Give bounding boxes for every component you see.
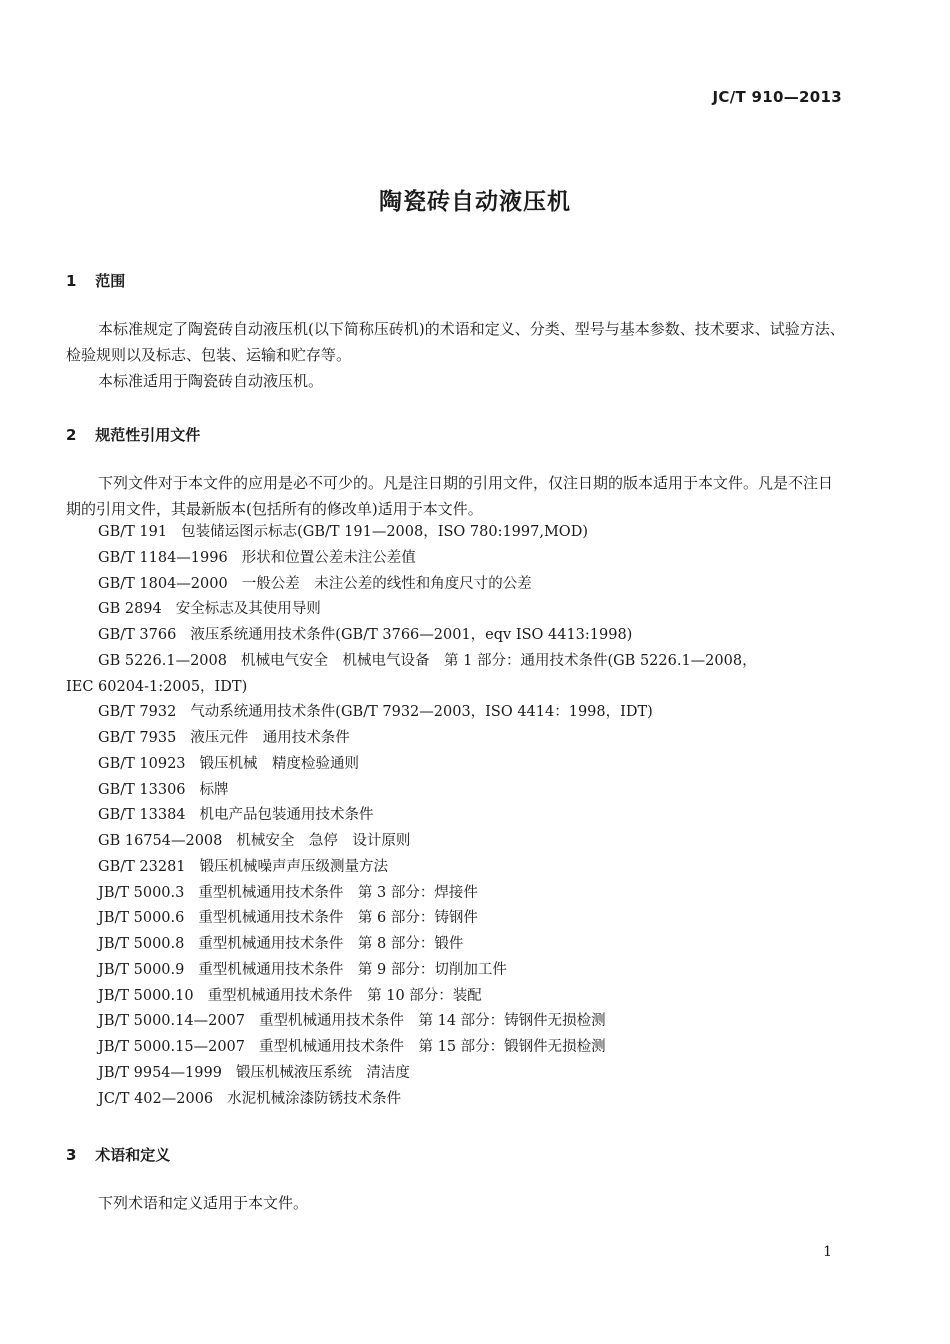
reference-title: 重型机械通用技术条件 第 3 部分：焊接件 — [198, 884, 478, 901]
reference-item — [98, 1009, 858, 1035]
section-3-number: 3 — [66, 1146, 77, 1164]
reference-item — [98, 546, 858, 572]
reference-item — [98, 1035, 858, 1061]
reference-code: JC/T 402—2006 — [98, 1090, 214, 1107]
section-1-paragraph-2-text: 本标准适用于陶瓷砖自动液压机。 — [98, 372, 324, 390]
reference-code: JB/T 5000.10 — [98, 987, 194, 1004]
reference-item — [98, 803, 858, 829]
section-2-number: 2 — [66, 426, 77, 444]
reference-title: 液压系统通用技术条件(GB/T 3766—2001，eqv ISO 4413:1998) — [190, 627, 633, 643]
reference-item — [98, 520, 858, 546]
reference-item — [98, 958, 858, 984]
reference-item — [66, 649, 858, 701]
reference-title: 机电产品包装通用技术条件 — [199, 807, 374, 824]
reference-code: JB/T 9954—1999 — [98, 1064, 222, 1081]
reference-code: GB/T 1804—2000 — [98, 575, 228, 592]
reference-item — [98, 855, 858, 881]
section-3-title: 术语和定义 — [95, 1146, 171, 1164]
reference-code: GB/T 13384 — [98, 807, 186, 824]
reference-title: 标牌 — [199, 781, 229, 798]
section-2-intro — [66, 470, 846, 522]
section-2-title: 规范性引用文件 — [95, 426, 201, 444]
section-1-paragraph-2 — [66, 368, 846, 394]
reference-code: GB/T 13306 — [98, 781, 186, 798]
section-1-title: 范围 — [95, 272, 126, 290]
reference-title: 重型机械通用技术条件 第 8 部分：锻件 — [198, 936, 464, 952]
reference-code: GB/T 1184—1996 — [98, 549, 228, 566]
reference-item — [98, 829, 858, 855]
reference-code: GB/T 23281 — [98, 858, 186, 875]
reference-code: GB/T 10923 — [98, 755, 186, 772]
reference-code: GB/T 3766 — [98, 627, 177, 643]
reference-item — [98, 597, 858, 623]
reference-title: 液压元件 通用技术条件 — [190, 730, 350, 746]
reference-code: JB/T 5000.14—2007 — [98, 1013, 245, 1030]
section-2-intro-text: 下列文件对于本文件的应用是必不可少的。凡是注日期的引用文件，仅注日期的版本适用于本文件。凡是不注日期的引用文件，其最新版本(包括所有的修改单)适用于本文件。 — [66, 474, 834, 518]
reference-code: GB 16754—2008 — [98, 833, 223, 849]
reference-title: 重型机械通用技术条件 第 15 部分：锻钢件无损检测 — [259, 1039, 606, 1055]
reference-title: 锻压机械噪声声压级测量方法 — [199, 858, 389, 875]
reference-item — [98, 726, 858, 752]
standard-code: JC/T 910—2013 — [712, 88, 842, 106]
reference-code: GB/T 7935 — [98, 730, 177, 746]
section-3-intro-text: 下列术语和定义适用于本文件。 — [98, 1194, 309, 1212]
reference-code: JB/T 5000.3 — [98, 884, 185, 901]
reference-title: 重型机械通用技术条件 第 10 部分：装配 — [207, 987, 482, 1004]
reference-item — [98, 932, 858, 958]
reference-title: 锻压机械 精度检验通则 — [199, 755, 360, 772]
document-title: 陶瓷砖自动液压机 — [379, 189, 571, 215]
reference-title: 包装储运图示标志(GB/T 191—2008，ISO 780:1997,MOD) — [181, 524, 588, 540]
normative-references-list — [66, 520, 858, 1112]
reference-code: JB/T 5000.15—2007 — [98, 1039, 245, 1055]
reference-title: 锻压机械液压系统 清洁度 — [235, 1064, 410, 1081]
reference-title: 机械电气安全 机械电气设备 第 1 部分：通用技术条件(GB 5226.1—2008， — [241, 652, 757, 669]
section-1-number: 1 — [66, 272, 77, 290]
reference-code: GB/T 191 — [98, 524, 168, 540]
reference-title: 形状和位置公差未注公差值 — [241, 549, 416, 566]
reference-item — [98, 752, 858, 778]
reference-title: 水泥机械涂漆防锈技术条件 — [227, 1090, 402, 1107]
reference-item — [98, 881, 858, 907]
reference-code: GB 2894 — [98, 601, 162, 618]
section-1-paragraph-1 — [66, 316, 846, 368]
reference-item — [98, 984, 858, 1010]
reference-code: JB/T 5000.6 — [98, 910, 185, 927]
reference-item — [98, 778, 858, 804]
reference-title: 重型机械通用技术条件 第 6 部分：铸钢件 — [198, 910, 478, 927]
section-2-heading — [66, 424, 200, 445]
section-1-heading — [66, 270, 125, 291]
reference-code: GB 5226.1—2008 — [98, 652, 227, 669]
reference-item — [98, 906, 858, 932]
section-1-paragraph-1-text: 本标准规定了陶瓷砖自动液压机(以下简称压砖机)的术语和定义、分类、型号与基本参数、技术要求、试验方法、检验规则以及标志、包装、运输和贮存等。 — [66, 320, 845, 364]
reference-title: 重型机械通用技术条件 第 9 部分：切削加工件 — [198, 961, 507, 978]
reference-title-continuation: IEC 60204-1:2005，IDT) — [66, 678, 248, 695]
reference-code: JB/T 5000.8 — [98, 936, 185, 952]
reference-item — [98, 700, 858, 726]
page-number: 1 — [823, 1244, 832, 1260]
reference-title: 一般公差 未注公差的线性和角度尺寸的公差 — [241, 575, 532, 592]
reference-item — [98, 623, 858, 649]
reference-title: 重型机械通用技术条件 第 14 部分：铸钢件无损检测 — [259, 1013, 606, 1030]
section-3-intro — [66, 1190, 846, 1216]
reference-item — [98, 1087, 858, 1113]
reference-title: 气动系统通用技术条件(GB/T 7932—2003，ISO 4414：1998，IDT) — [190, 704, 653, 721]
reference-item — [98, 572, 858, 598]
reference-title: 安全标志及其使用导则 — [175, 601, 321, 618]
reference-code: JB/T 5000.9 — [98, 961, 185, 978]
reference-code: GB/T 7932 — [98, 704, 177, 721]
section-3-heading — [66, 1144, 170, 1165]
reference-title: 机械安全 急停 设计原则 — [236, 833, 411, 849]
reference-item — [98, 1061, 858, 1087]
